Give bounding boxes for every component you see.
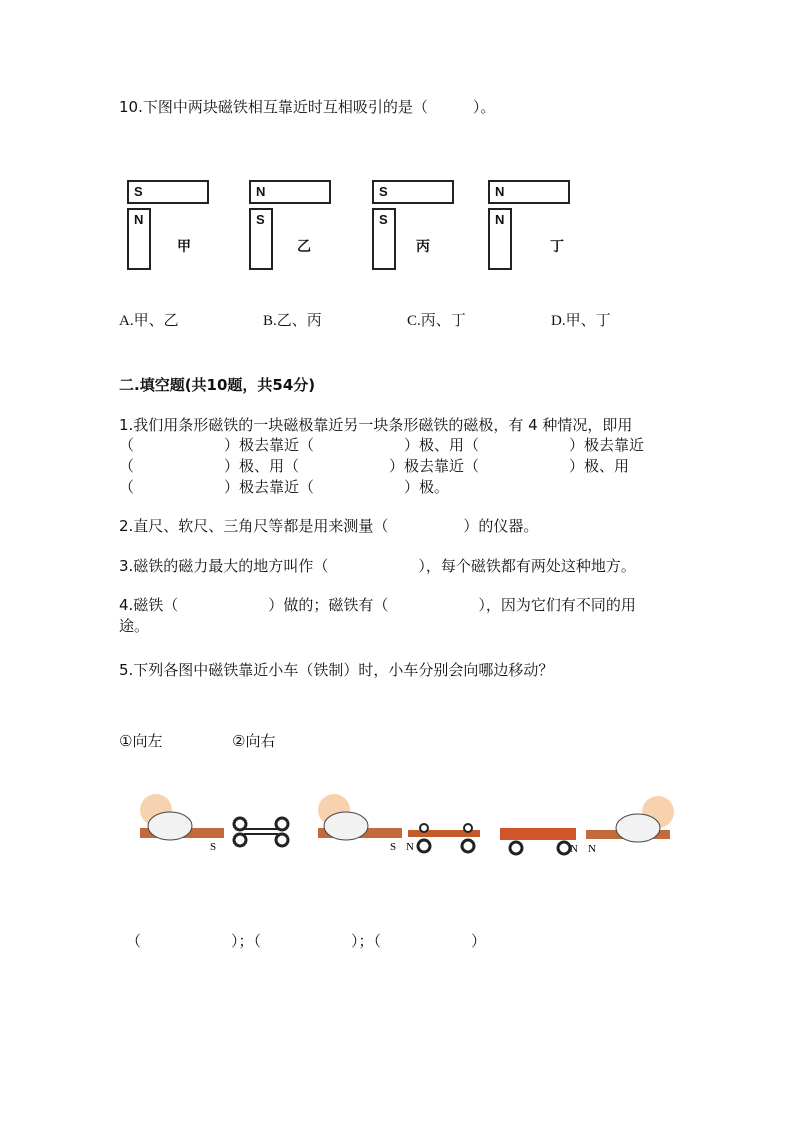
cart-figure-3 — [492, 796, 682, 866]
hand-icon — [616, 814, 660, 842]
pole-label: N — [570, 843, 578, 855]
q10-option-d: D.甲、丁 — [551, 313, 611, 329]
pole-label: S — [390, 841, 397, 853]
vertical-magnet — [488, 208, 512, 270]
q10-option-a: A.甲、乙 — [119, 313, 179, 329]
pole-label: N — [495, 184, 505, 199]
q2-text: 2.直尺、软尺、三角尺等都是用来测量（ ）的仪器。 — [119, 517, 539, 535]
pole-label: N — [495, 212, 505, 227]
figure-label: 丙 — [416, 239, 430, 255]
pole-label: S — [210, 841, 217, 853]
horizontal-magnet — [249, 180, 331, 204]
cart-figure-2 — [312, 796, 482, 866]
hand-icon — [324, 812, 368, 840]
q1-line-4: （ ）极去靠近（ ）极。 — [119, 478, 450, 496]
q5-answer-blanks: （ ）；（ ）；（ ） — [126, 932, 487, 950]
cart-icon — [500, 828, 576, 854]
pole-label: N — [134, 212, 144, 227]
figure-label: 甲 — [177, 239, 191, 255]
q4-line-1: 4.磁铁（ ）做的；磁铁有（ ），因为它们有不同的用 — [119, 596, 636, 614]
cart-icon — [408, 824, 480, 852]
q1-line-3: （ ）极、用（ ）极去靠近（ ）极、用 — [119, 457, 630, 475]
pole-label: S — [134, 184, 143, 199]
pole-label: N — [406, 841, 414, 853]
q5-stem: 5.下列各图中磁铁靠近小车（铁制）时，小车分别会向哪边移动？ — [119, 661, 554, 679]
q4-line-2: 途。 — [119, 617, 150, 635]
cart-figure-1 — [134, 796, 304, 866]
q1-line-2: （ ）极去靠近（ ）极、用（ ）极去靠近 — [119, 436, 645, 454]
cart-icon — [234, 818, 288, 846]
pole-label: S — [379, 212, 388, 227]
vertical-magnet — [249, 208, 273, 270]
q10-option-c: C.丙、丁 — [407, 313, 466, 329]
hand-icon — [148, 812, 192, 840]
q1-line-1: 1.我们用条形磁铁的一块磁极靠近另一块条形磁铁的磁极，有 4 种情况，即用 — [119, 416, 633, 434]
figure-label: 丁 — [550, 239, 564, 255]
q5-option-2: ②向右 — [232, 732, 276, 750]
pole-label: N — [256, 184, 266, 199]
q3-text: 3.磁铁的磁力最大的地方叫作（ ），每个磁铁都有两处这种地方。 — [119, 557, 636, 575]
vertical-magnet — [372, 208, 396, 270]
pole-label: S — [379, 184, 388, 199]
pole-label: N — [588, 843, 596, 855]
q5-option-1: ①向左 — [119, 732, 163, 750]
section-title: 二.填空题(共10题，共54分) — [119, 376, 316, 394]
horizontal-magnet — [127, 180, 209, 204]
vertical-magnet — [127, 208, 151, 270]
pole-label: S — [256, 212, 265, 227]
horizontal-magnet — [372, 180, 454, 204]
figure-label: 乙 — [297, 239, 311, 255]
horizontal-magnet — [488, 180, 570, 204]
q10-stem: 10.下图中两块磁铁相互靠近时互相吸引的是（ ）。 — [119, 98, 496, 116]
q10-option-b: B.乙、丙 — [263, 313, 322, 329]
